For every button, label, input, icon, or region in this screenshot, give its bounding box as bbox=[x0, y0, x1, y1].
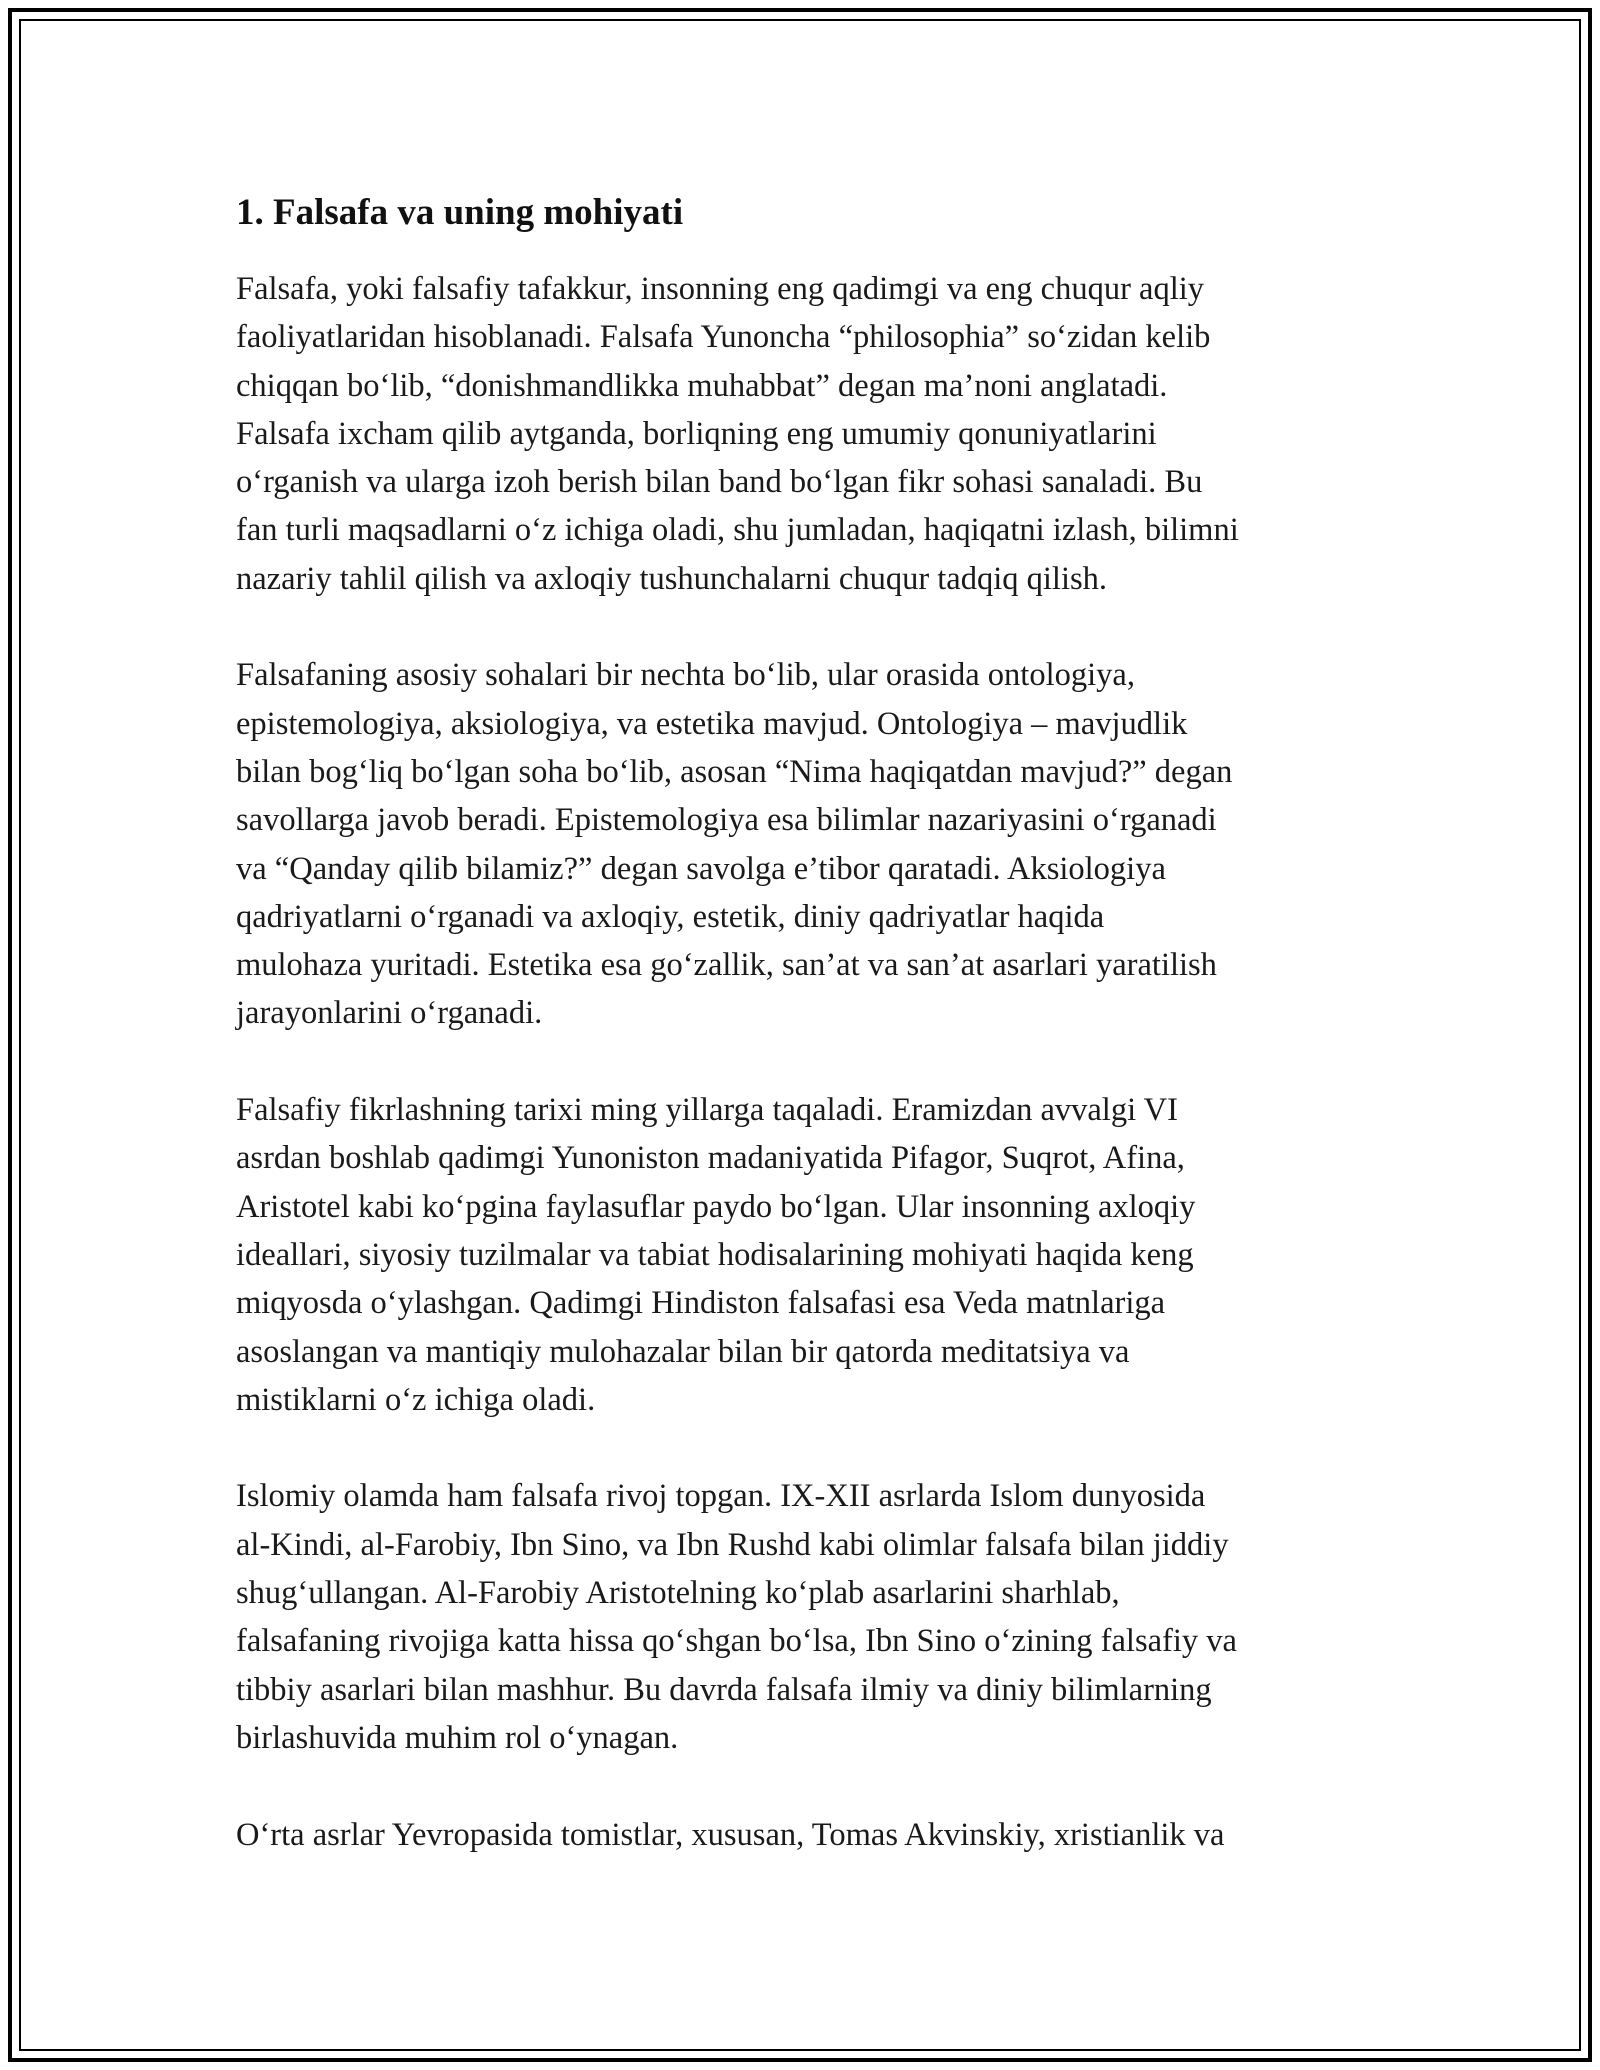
paragraph-history: Falsafiy fikrlashning tarixi ming yillarga taqaladi. Eramizdan avvalgi VI asrdan boshlab qadimgi Yunoniston madaniyatida Pifagor, Suqrot, Afina, Aristotel kabi ko‘pgina faylasuflar paydo bo‘lgan. Ular insonning axloqiy ideallari, siyosiy tuzilmalar va tabiat hodisalarining mohiyati haqida keng miqyosda o‘ylashgan. Qadimgi Hindiston falsafasi esa Veda matnlariga asoslangan va mantiqiy mulohazalar bilan bir qatorda meditatsiya va mistiklarni o‘z ichiga oladi. bbox=[236, 1092, 1196, 1418]
paragraph-medieval-europe: O‘rta asrlar Yevropasida tomistlar, xususan, Tomas Akvinskiy, xristianlik va bbox=[236, 1816, 1225, 1853]
paragraph-definition: Falsafa, yoki falsafiy tafakkur, insonning eng qadimgi va eng chuqur aqliy faoliyatlaridan hisoblanadi. Falsafa Yunoncha “philosophia” so‘zidan kelib chiqqan bo‘lib, “donishmandlikka muhabbat” degan ma’noni anglatadi. Falsafa ixcham qilib aytganda, borliqning eng umumiy qonuniyatlarini o‘rganish va ularga izoh berish bilan band bo‘lgan fikr sohasi sanaladi. Bu fan turli maqsadlarni o‘z ichiga oladi, shu jumladan, haqiqatni izlash, bilimni nazariy tahlil qilish va axloqiy tushunchalarni chuqur tadqiq qilish. bbox=[236, 271, 1239, 597]
document-body bbox=[236, 188, 1382, 1907]
paragraph-islamic-philosophy: Islomiy olamda ham falsafa rivoj topgan. IX-XII asrlarda Islom dunyosida al-Kindi, al-Farobiy, Ibn Sino, va Ibn Rushd kabi olimlar falsafa bilan jiddiy shug‘ullangan. Al-Farobiy Aristotelning ko‘plab asarlarini sharhlab, falsafaning rivojiga katta hissa qo‘shgan bo‘lsa, Ibn Sino o‘zining falsafiy va tibbiy asarlari bilan mashhur. Bu davrda falsafa ilmiy va diniy bilimlarning birlashuvida muhim rol o‘ynagan. bbox=[236, 1478, 1237, 1756]
section-heading: 1. Falsafa va uning mohiyati bbox=[236, 192, 684, 233]
paragraph-branches: Falsafaning asosiy sohalari bir nechta bo‘lib, ular orasida ontologiya, epistemologiya, aksiologiya, va estetika mavjud. Ontologiya – mavjudlik bilan bog‘liq bo‘lgan soha bo‘lib, asosan “Nima haqiqatdan mavjud?” degan savollarga javob beradi. Epistemologiya esa bilimlar nazariyasini o‘rganadi va “Qanday qilib bilamiz?” degan savolga e’tibor qaratadi. Aksiologiya qadriyatlarni o‘rganadi va axloqiy, estetik, diniy qadriyatlar haqida mulohaza yuritadi. Estetika esa go‘zallik, san’at va san’at asarlari yaratilish jarayonlarini o‘rganadi. bbox=[236, 657, 1233, 1032]
